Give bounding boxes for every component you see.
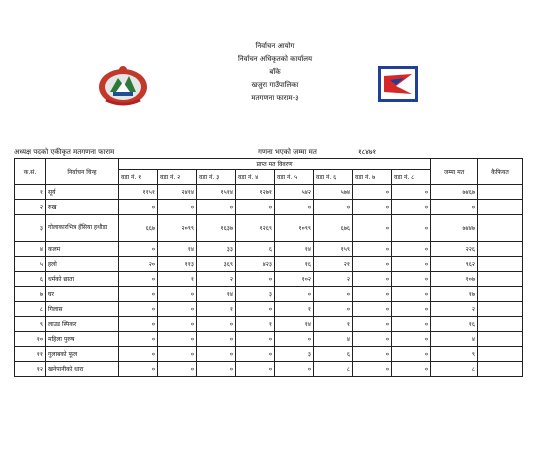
nepal-emblem-icon — [96, 62, 150, 108]
row-total-votes: २ — [431, 302, 478, 317]
row-remarks — [478, 317, 523, 332]
ward-vote-cell: ० — [197, 347, 236, 362]
ward-vote-cell: ० — [353, 347, 392, 362]
row-total-votes: ९ — [431, 347, 478, 362]
ward-vote-cell: ० — [392, 185, 431, 200]
ward-vote-cell: ० — [275, 200, 314, 215]
row-remarks — [478, 185, 523, 200]
table-row — [15, 257, 523, 272]
row-remarks — [478, 332, 523, 347]
ward-vote-cell: १४ — [158, 242, 197, 257]
col-header-ward: वडा नं. ५ — [275, 170, 314, 185]
row-remarks — [478, 200, 523, 215]
row-total-votes: १६ — [431, 317, 478, 332]
ward-vote-cell: ० — [314, 200, 353, 215]
table-row — [15, 242, 523, 257]
ward-vote-cell: ५४२ — [275, 185, 314, 200]
ward-vote-cell: ० — [392, 317, 431, 332]
ward-vote-cell: १ — [236, 317, 275, 332]
ward-vote-cell: ० — [236, 272, 275, 287]
ward-vote-cell: ० — [197, 362, 236, 377]
ward-vote-cell: ३३ — [197, 242, 236, 257]
ward-vote-cell: १ — [314, 317, 353, 332]
row-election-symbol: हलो — [46, 257, 119, 272]
ward-vote-cell: ० — [353, 242, 392, 257]
ward-vote-cell: ० — [392, 215, 431, 242]
table-row — [15, 347, 523, 362]
ward-vote-cell: ० — [314, 302, 353, 317]
ward-vote-cell: ११५१ — [119, 185, 158, 200]
ward-vote-cell: १२६९ — [236, 215, 275, 242]
table-row — [15, 272, 523, 287]
ward-vote-cell: ० — [353, 215, 392, 242]
row-serial-number: ६ — [15, 272, 46, 287]
commission-name: निर्वाचन आयोग — [255, 42, 295, 50]
col-header-ward: वडा नं. १ — [119, 170, 158, 185]
ward-vote-cell: ० — [158, 200, 197, 215]
ward-vote-cell: ० — [119, 200, 158, 215]
ward-vote-cell: १५९ — [314, 242, 353, 257]
row-election-symbol: धर्मको छाता — [46, 272, 119, 287]
row-total-votes: ८ — [431, 362, 478, 377]
ward-vote-cell: ८ — [314, 362, 353, 377]
ward-vote-cell: ६७६ — [314, 215, 353, 242]
ward-vote-cell: ० — [119, 287, 158, 302]
ward-vote-cell: १२७१ — [236, 185, 275, 200]
ward-vote-cell: १४ — [197, 287, 236, 302]
form-name: मतगणना फाराम-३ — [251, 94, 299, 102]
col-header-ward: वडा नं. ३ — [197, 170, 236, 185]
ward-vote-cell: ० — [158, 317, 197, 332]
ward-vote-cell: २४१४ — [158, 185, 197, 200]
ward-vote-cell: ० — [236, 332, 275, 347]
ward-vote-cell: ११३ — [158, 257, 197, 272]
municipality-name: खजुरा गाउँपालिका — [251, 81, 299, 89]
ward-vote-cell: ० — [392, 362, 431, 377]
row-election-symbol: गोलाकारभित्र हँसिया हथौडा — [46, 215, 119, 242]
ward-vote-cell: ० — [236, 200, 275, 215]
ward-vote-cell: १ — [197, 302, 236, 317]
row-election-symbol: महिला पुरुष — [46, 332, 119, 347]
row-election-symbol: लाउड स्पिकर — [46, 317, 119, 332]
row-total-votes: ४ — [431, 332, 478, 347]
col-header-ward: वडा नं. ४ — [236, 170, 275, 185]
ward-vote-cell: ० — [392, 257, 431, 272]
row-total-votes: ७४६७ — [431, 185, 478, 200]
ward-vote-cell: ३६९ — [197, 257, 236, 272]
ward-vote-cell: ० — [197, 332, 236, 347]
row-serial-number: १२ — [15, 362, 46, 377]
ward-vote-cell: ० — [275, 332, 314, 347]
table-row — [15, 317, 523, 332]
row-serial-number: १० — [15, 332, 46, 347]
row-remarks — [478, 302, 523, 317]
row-remarks — [478, 287, 523, 302]
ward-vote-cell: २१ — [314, 257, 353, 272]
row-election-symbol: खनेपानीको धारा — [46, 362, 119, 377]
col-header-symbol: निर्वाचन चिन्ह — [46, 159, 119, 185]
row-remarks — [478, 215, 523, 242]
row-election-symbol: रुख — [46, 200, 119, 215]
ward-vote-cell: १०९९ — [275, 215, 314, 242]
ward-vote-cell: ० — [353, 185, 392, 200]
row-serial-number: २ — [15, 200, 46, 215]
ward-vote-cell: ० — [353, 317, 392, 332]
ward-vote-cell: ० — [158, 332, 197, 347]
ward-vote-cell: ० — [236, 362, 275, 377]
ward-vote-cell: १ — [158, 272, 197, 287]
district-name: बाँके — [269, 68, 281, 76]
ward-vote-cell: ० — [314, 287, 353, 302]
table-row — [15, 200, 523, 215]
ward-vote-cell: ० — [275, 362, 314, 377]
ward-vote-cell: ० — [275, 287, 314, 302]
ward-vote-cell: ४ — [314, 332, 353, 347]
ward-vote-cell: १६ — [275, 257, 314, 272]
ward-vote-cell: ० — [119, 332, 158, 347]
row-serial-number: ४ — [15, 242, 46, 257]
row-total-votes: १७ — [431, 287, 478, 302]
row-election-symbol: सूर्य — [46, 185, 119, 200]
ward-vote-cell: ० — [353, 272, 392, 287]
ward-vote-cell: ० — [119, 317, 158, 332]
ward-vote-cell: ० — [236, 302, 275, 317]
ward-vote-cell: ० — [392, 347, 431, 362]
col-header-ward: वडा नं. २ — [158, 170, 197, 185]
ward-vote-cell: ० — [119, 347, 158, 362]
col-header-ward: वडा नं. ६ — [314, 170, 353, 185]
row-total-votes: ९६२ — [431, 257, 478, 272]
table-row — [15, 215, 523, 242]
ward-vote-cell: १५१४ — [197, 185, 236, 200]
col-header-sn: क.सं. — [15, 159, 46, 185]
ward-vote-cell: ० — [158, 362, 197, 377]
ward-vote-cell: ० — [119, 362, 158, 377]
col-header-group: प्राप्त मत विवरण — [119, 159, 431, 170]
ward-vote-cell: ० — [236, 347, 275, 362]
table-row — [15, 332, 523, 347]
office-name: निर्वाचन अधिकृतको कार्यालय — [237, 55, 313, 63]
ward-vote-cell: ५७४ — [314, 185, 353, 200]
election-commission-logo-icon — [378, 66, 418, 102]
row-total-votes: १०७ — [431, 272, 478, 287]
form-header — [0, 0, 552, 130]
row-serial-number: ३ — [15, 215, 46, 242]
ward-vote-cell: ० — [392, 302, 431, 317]
ward-vote-cell: ० — [197, 200, 236, 215]
ward-vote-cell: ० — [158, 347, 197, 362]
ward-vote-cell: ० — [119, 242, 158, 257]
ward-vote-cell: ० — [158, 302, 197, 317]
ward-vote-cell: ० — [119, 272, 158, 287]
row-total-votes: ७४४७ — [431, 215, 478, 242]
ward-vote-cell: ४२३ — [236, 257, 275, 272]
row-remarks — [478, 347, 523, 362]
row-remarks — [478, 362, 523, 377]
form-subtitle: अध्यक्ष पदको एकीकृत मतगणना फाराम — [14, 148, 115, 156]
row-serial-number: ५ — [15, 257, 46, 272]
ward-vote-cell: १६३७ — [197, 215, 236, 242]
col-header-total: जम्मा मत — [431, 159, 478, 185]
ward-vote-cell: ३ — [236, 287, 275, 302]
ward-vote-cell: ० — [392, 332, 431, 347]
ward-vote-cell: ० — [353, 362, 392, 377]
ward-vote-cell: ० — [392, 272, 431, 287]
table-row — [15, 185, 523, 200]
row-election-symbol: गिलास — [46, 302, 119, 317]
table-row — [15, 287, 523, 302]
ward-vote-cell: ० — [119, 302, 158, 317]
ward-vote-cell: ० — [197, 317, 236, 332]
col-header-ward: वडा नं. ८ — [392, 170, 431, 185]
row-election-symbol: कलम — [46, 242, 119, 257]
row-remarks — [478, 272, 523, 287]
ward-vote-cell: २ — [197, 272, 236, 287]
row-election-symbol: घर — [46, 287, 119, 302]
col-header-ward: वडा नं. ७ — [353, 170, 392, 185]
row-election-symbol: गुलाबको फूल — [46, 347, 119, 362]
table-row — [15, 362, 523, 377]
ward-vote-cell: ० — [158, 287, 197, 302]
ward-vote-cell: ० — [392, 242, 431, 257]
ward-vote-cell: १०२ — [275, 272, 314, 287]
ward-vote-cell: ० — [392, 287, 431, 302]
ward-vote-cell: ० — [353, 200, 392, 215]
ward-vote-cell: १ — [275, 302, 314, 317]
row-remarks — [478, 242, 523, 257]
ward-vote-cell: १४ — [275, 317, 314, 332]
ward-vote-cell: १४ — [275, 242, 314, 257]
ward-vote-cell: ६ — [236, 242, 275, 257]
row-total-votes: ० — [431, 200, 478, 215]
ward-vote-cell: ० — [353, 287, 392, 302]
ward-vote-cell: ० — [353, 257, 392, 272]
ward-vote-cell: ० — [353, 302, 392, 317]
col-header-remarks: कैफियत — [478, 159, 523, 185]
ward-vote-cell: २० — [119, 257, 158, 272]
row-serial-number: ७ — [15, 287, 46, 302]
row-serial-number: ११ — [15, 347, 46, 362]
row-total-votes: २२६ — [431, 242, 478, 257]
ward-vote-cell: ३ — [275, 347, 314, 362]
row-serial-number: ९ — [15, 317, 46, 332]
row-serial-number: ८ — [15, 302, 46, 317]
counted-votes-value: १८४७१ — [358, 148, 377, 156]
ward-vote-cell: ६ — [314, 347, 353, 362]
ward-vote-cell: २ — [314, 272, 353, 287]
row-remarks — [478, 257, 523, 272]
ward-vote-cell: २०९९ — [158, 215, 197, 242]
vote-count-table — [14, 158, 523, 377]
table-row — [15, 302, 523, 317]
ward-vote-cell: ० — [392, 200, 431, 215]
counted-votes-label: गणना भएको जम्मा मत — [258, 148, 317, 156]
ward-vote-cell: ६६७ — [119, 215, 158, 242]
row-serial-number: १ — [15, 185, 46, 200]
ward-vote-cell: ० — [353, 332, 392, 347]
